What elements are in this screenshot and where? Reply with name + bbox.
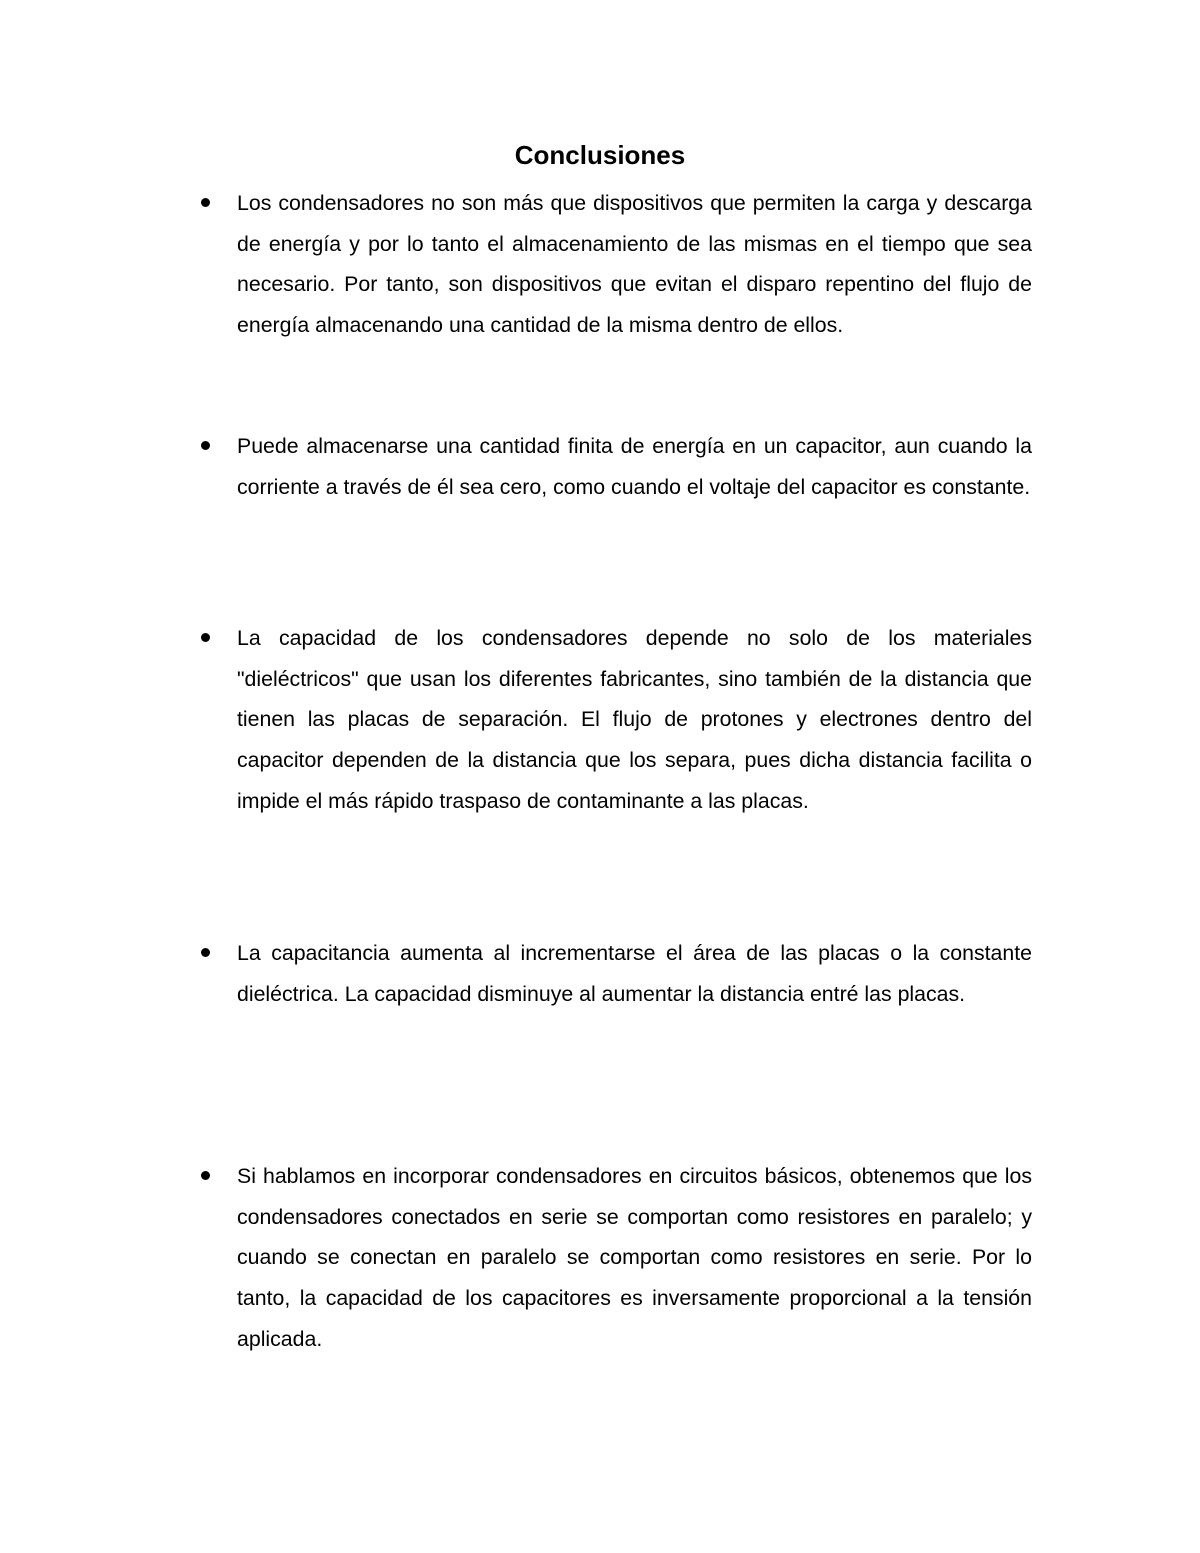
list-item-text: Si hablamos en incorporar condensadores en circuitos básicos, obtenemos que los condensadores conectados en serie se comportan como resistores en paralelo; y cuando se conectan en paralelo se comportan como resistores en serie. Por lo tanto, la capacidad de los capacitores es inversamente proporcional a la tensión aplicada. (237, 1164, 1032, 1351)
list-item-text: La capacidad de los condensadores depende no solo de los materiales "dieléctricos" que usan los diferentes fabricantes, sino también de la distancia que tienen las placas de separación. El flujo de protones y electrones dentro del capacitor dependen de la distancia que los separa, pues dicha distancia facilita o impide el más rápido traspaso de contaminante a las placas. (237, 626, 1032, 813)
page-title: Conclusiones (514, 140, 686, 170)
bullet-icon (201, 948, 210, 957)
list-item-text: Los condensadores no son más que dispositivos que permiten la carga y descarga de energía y por lo tanto el almacenamiento de las mismas en el tiempo que sea necesario. Por tanto, son dispositivos que evitan el disparo repentino del flujo de energía almacenando una cantidad de la misma dentro de ellos. (237, 191, 1032, 338)
list-item (237, 1156, 1032, 1360)
list-item (237, 933, 1032, 1014)
list-item (237, 183, 1032, 346)
list-item-text: Puede almacenarse una cantidad finita de energía en un capacitor, aun cuando la corriente a través de él sea cero, como cuando el voltaje del capacitor es constante. (237, 434, 1032, 499)
bullet-icon (201, 1171, 210, 1180)
bullet-icon (201, 198, 210, 207)
bullet-icon (201, 441, 210, 450)
list-item-text: La capacitancia aumenta al incrementarse el área de las placas o la constante dieléctrica. La capacidad disminuye al aumentar la distancia entré las placas. (237, 941, 1032, 1006)
bullet-icon (201, 633, 210, 642)
list-item (237, 618, 1032, 822)
list-item (237, 426, 1032, 507)
